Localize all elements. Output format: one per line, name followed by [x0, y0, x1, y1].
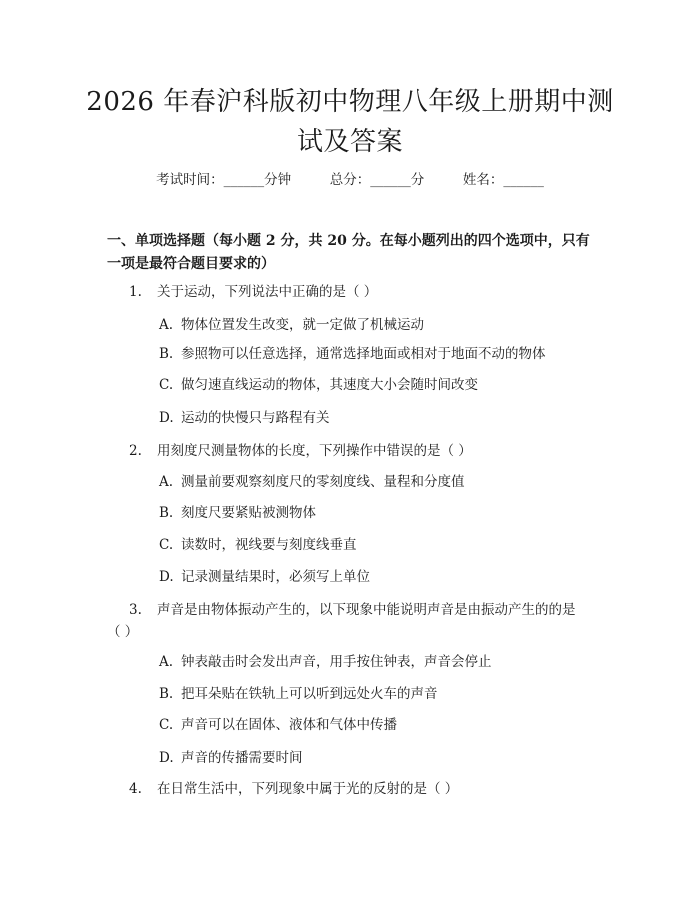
option-text: 测量前要观察刻度尺的零刻度线、量程和分度值	[181, 474, 465, 490]
question-3-option-c	[159, 715, 609, 735]
question-2	[129, 440, 609, 462]
option-text: 刻度尺要紧贴被测物体	[181, 505, 316, 521]
option-letter: C.	[159, 377, 174, 393]
question-number: 2.	[129, 443, 142, 459]
option-letter: A.	[159, 654, 174, 670]
question-number: 1.	[129, 284, 142, 300]
option-text: 把耳朵贴在铁轨上可以听到远处火车的声音	[181, 686, 438, 702]
question-3-option-b	[159, 684, 609, 704]
question-text: 用刻度尺测量物体的长度，下列操作中错误的是（ ）	[157, 443, 472, 459]
question-3	[107, 599, 597, 643]
question-number: 3.	[129, 602, 142, 618]
option-letter: D.	[159, 569, 174, 585]
option-text: 物体位置发生改变，就一定做了机械运动	[181, 317, 424, 333]
option-text: 声音的传播需要时间	[181, 750, 303, 766]
option-letter: A.	[159, 474, 174, 490]
section-heading: 一、单项选择题（每小题 2 分，共 20 分。在每小题列出的四个选项中，只有一项是最符合题目要求的）	[107, 233, 590, 272]
exam-time-label: 考试时间：______分钟	[156, 172, 292, 188]
option-text: 参照物可以任意选择，通常选择地面或相对于地面不动的物体	[181, 346, 546, 362]
question-3-option-d	[159, 748, 609, 768]
question-1	[129, 281, 609, 303]
option-text: 声音可以在固体、液体和气体中传播	[181, 717, 397, 733]
question-2-option-c	[159, 535, 609, 555]
option-letter: B.	[159, 505, 174, 521]
exam-title-line2: 试及答案	[296, 127, 403, 157]
option-letter: A.	[159, 317, 174, 333]
option-letter: B.	[159, 346, 174, 362]
student-name-label: 姓名：______	[462, 172, 544, 188]
question-1-option-a	[159, 315, 609, 335]
option-text: 运动的快慢只与路程有关	[181, 410, 330, 426]
option-letter: C.	[159, 537, 174, 553]
option-letter: D.	[159, 410, 174, 426]
question-2-option-a	[159, 472, 609, 492]
question-1-option-c	[159, 375, 609, 395]
option-text: 记录测量结果时，必须写上单位	[181, 569, 370, 585]
option-letter: D.	[159, 750, 174, 766]
question-1-option-d	[159, 408, 609, 428]
option-letter: B.	[159, 686, 174, 702]
question-2-option-d	[159, 567, 609, 587]
exam-title-line1: 2026 年春沪科版初中物理八年级上册期中测	[86, 87, 614, 117]
total-score-label: 总分：______分	[329, 172, 425, 188]
question-text: 在日常生活中，下列现象中属于光的反射的是（ ）	[157, 781, 459, 797]
option-text: 读数时，视线要与刻度线垂直	[181, 537, 357, 553]
question-3-option-a	[159, 652, 609, 672]
option-text: 做匀速直线运动的物体，其速度大小会随时间改变	[181, 377, 478, 393]
question-number: 4.	[129, 781, 142, 797]
exam-title	[60, 82, 640, 162]
question-text-continued: （ ）	[107, 624, 139, 640]
question-4	[129, 778, 609, 800]
option-text: 钟表敲击时会发出声音，用手按住钟表，声音会停止	[181, 654, 492, 670]
question-2-option-b	[159, 503, 609, 523]
exam-meta	[0, 168, 700, 188]
question-1-option-b	[159, 344, 609, 364]
question-text: 声音是由物体振动产生的，以下现象中能说明声音是由振动产生的的是	[157, 602, 576, 618]
option-letter: C.	[159, 717, 174, 733]
question-text: 关于运动，下列说法中正确的是（ ）	[157, 284, 378, 300]
